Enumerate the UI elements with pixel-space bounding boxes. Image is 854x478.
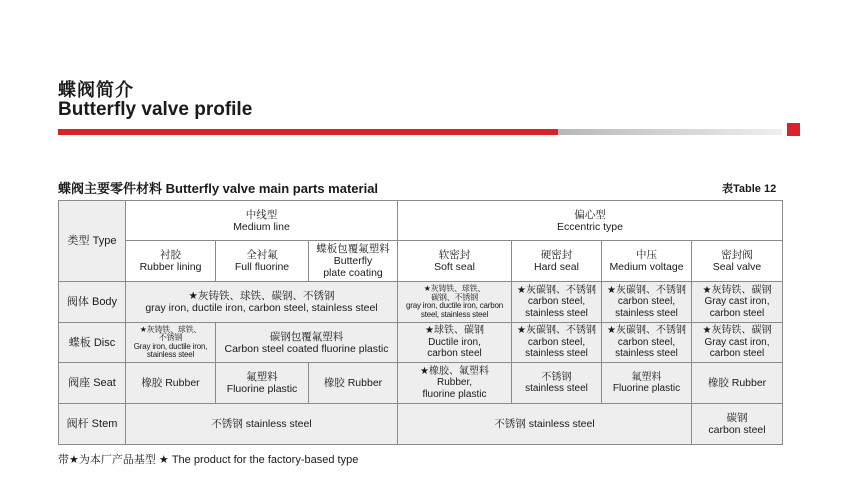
plate-coating-header: 蝶板包覆氟塑料 Butterfly plate coating: [309, 241, 398, 282]
seat-seal-valve-cell: 橡胶 Rubber: [692, 363, 783, 404]
section-title: 蝶阀主要零件材料 Butterfly valve main parts material: [58, 181, 379, 196]
type-header: 类型 Type: [59, 201, 126, 282]
stem-medium-cell: 不锈钢 stainless steel: [126, 404, 398, 445]
disc-medium-voltage-cell: ★灰碳钢、不锈钢 carbon steel, stainless steel: [602, 323, 692, 363]
rubber-lining-header: 衬胶 Rubber lining: [126, 241, 216, 282]
red-square-marker: [787, 123, 800, 136]
disc-seal-valve-cell: ★灰铸铁、碳钢 Gray cast iron, carbon steel: [692, 323, 783, 363]
disc-soft-cell: ★球铁、碳钢 Ductile iron, carbon steel: [398, 323, 512, 363]
eccentric-type-header: 偏心型 Eccentric type: [398, 201, 783, 241]
seat-medium-voltage-cell: 氟塑料 Fluorine plastic: [602, 363, 692, 404]
body-medium-voltage-cell: ★灰碳钢、不锈钢 carbon steel, stainless steel: [602, 282, 692, 323]
seal-valve-header: 密封阀 Seal valve: [692, 241, 783, 282]
disc-hard-cell: ★灰碳钢、不锈钢 carbon steel, stainless steel: [512, 323, 602, 363]
stem-row-label: 阀杆 Stem: [59, 404, 126, 445]
medium-line-header: 中线型 Medium line: [126, 201, 398, 241]
red-divider: [58, 129, 558, 135]
stem-eccentric-cell: 不锈钢 stainless steel: [398, 404, 692, 445]
soft-seal-header: 软密封 Soft seal: [398, 241, 512, 282]
grey-divider: [558, 129, 782, 135]
footnote: 带★为本厂产品基型 ★ The product for the factory-based type: [58, 454, 359, 466]
seat-fluorine-cell: 氟塑料 Fluorine plastic: [216, 363, 309, 404]
title-cn: 蝶阀简介: [58, 80, 134, 100]
seat-plate-cell: 橡胶 Rubber: [309, 363, 398, 404]
stem-seal-valve-cell: 碳钢 carbon steel: [692, 404, 783, 445]
body-medium-cell: ★灰铸铁、球铁、碳钢、不锈钢 gray iron, ductile iron, carbon steel, stainless steel: [126, 282, 398, 323]
materials-table: [58, 200, 783, 445]
seat-rubber-cell: 橡胶 Rubber: [126, 363, 216, 404]
seat-soft-cell: ★橡胶、氟塑料 Rubber, fluorine plastic: [398, 363, 512, 404]
table-number: 表Table 12: [722, 183, 777, 195]
disc-rubber-cell: ★灰铸铁、球铁、 不锈钢 Gray iron, ductile iron, stainless steel: [126, 323, 216, 363]
disc-row-label: 蝶板 Disc: [59, 323, 126, 363]
seat-hard-cell: 不锈钢 stainless steel: [512, 363, 602, 404]
hard-seal-header: 硬密封 Hard seal: [512, 241, 602, 282]
body-row-label: 阀体 Body: [59, 282, 126, 323]
medium-voltage-header: 中压 Medium voltage: [602, 241, 692, 282]
body-soft-cell: ★灰铸铁、球铁、 碳钢、不锈钢 gray iron, ductile iron, carbon steel, stainless steel: [398, 282, 512, 323]
body-seal-valve-cell: ★灰铸铁、碳钢 Gray cast iron, carbon steel: [692, 282, 783, 323]
full-fluorine-header: 全衬氟 Full fluorine: [216, 241, 309, 282]
seat-row-label: 阀座 Seat: [59, 363, 126, 404]
disc-fluorine-plate-cell: 碳钢包覆氟塑料 Carbon steel coated fluorine plastic: [216, 323, 398, 363]
title-en: Butterfly valve profile: [58, 99, 253, 120]
body-hard-cell: ★灰碳钢、不锈钢 carbon steel, stainless steel: [512, 282, 602, 323]
